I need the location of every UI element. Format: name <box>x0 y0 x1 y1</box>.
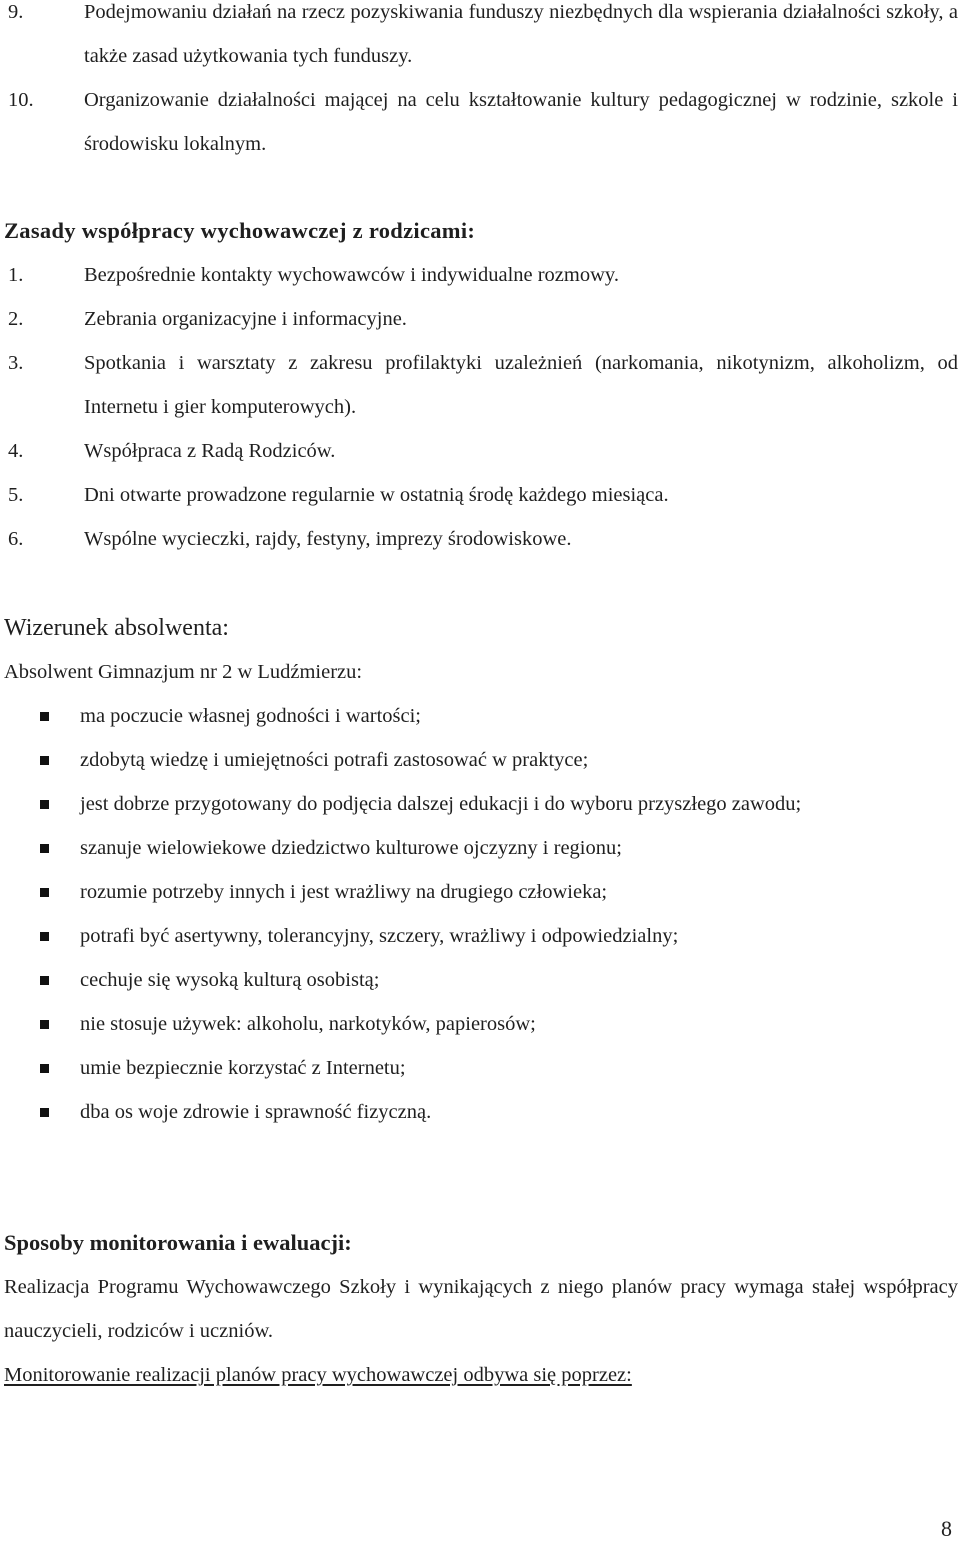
bullet-text: umie bezpiecznie korzystać z Internetu; <box>80 1057 406 1079</box>
cooperation-section <box>0 209 960 561</box>
bullet-item <box>0 870 960 914</box>
bullet-text: zdobytą wiedzę i umiejętności potrafi zastosować w praktyce; <box>80 749 589 771</box>
list-number: 4. <box>8 440 24 462</box>
graduate-section <box>0 606 960 1134</box>
list-item <box>0 473 960 517</box>
bullet-item <box>0 694 960 738</box>
bullet-text: cechuje się wysoką kulturą osobistą; <box>80 969 380 991</box>
list-item <box>0 341 960 429</box>
list-number: 10. <box>8 89 34 111</box>
section-heading: Wizerunek absolwenta: <box>4 615 229 641</box>
square-bullet-icon <box>40 976 49 985</box>
bullet-item <box>0 1046 960 1090</box>
square-bullet-icon <box>40 844 49 853</box>
section-heading: Sposoby monitorowania i ewaluacji: <box>4 1230 352 1255</box>
list-text: Spotkania i warsztaty z zakresu profilaktyki uzależnień (narkomania, nikotynizm, alkoholizm, od Internetu i gier komputerowych). <box>84 352 958 418</box>
list-item <box>0 429 960 473</box>
list-number: 5. <box>8 484 24 506</box>
top-list <box>0 0 960 166</box>
square-bullet-icon <box>40 1020 49 1029</box>
square-bullet-icon <box>40 756 49 765</box>
square-bullet-icon <box>40 1064 49 1073</box>
list-item <box>0 517 960 561</box>
section-heading: Zasady współpracy wychowawczej z rodzicami: <box>4 218 476 243</box>
paragraph: Realizacja Programu Wychowawczego Szkoły i wynikających z niego planów pracy wymaga stałej współpracy nauczycieli, rodziców i uczniów. <box>4 1276 958 1342</box>
list-item <box>0 0 960 78</box>
bullet-item <box>0 958 960 1002</box>
list-text: Zebrania organizacyjne i informacyjne. <box>84 308 407 330</box>
list-text: Współpraca z Radą Rodziców. <box>84 440 336 462</box>
list-number: 9. <box>8 1 24 23</box>
bullet-item <box>0 782 960 826</box>
bullet-text: jest dobrze przygotowany do podjęcia dalszej edukacji i do wyboru przyszłego zawodu; <box>80 793 802 815</box>
list-text: Bezpośrednie kontakty wychowawców i indywidualne rozmowy. <box>84 264 619 286</box>
list-text: Wspólne wycieczki, rajdy, festyny, imprezy środowiskowe. <box>84 528 572 550</box>
bullet-item <box>0 738 960 782</box>
monitoring-section <box>0 1221 960 1397</box>
square-bullet-icon <box>40 1108 49 1117</box>
underlined-paragraph <box>0 1353 960 1397</box>
list-text: Organizowanie działalności mającej na celu kształtowanie kultury pedagogicznej w rodzinie, szkole i środowisku lokalnym. <box>84 89 958 155</box>
square-bullet-icon <box>40 888 49 897</box>
list-item <box>0 78 960 166</box>
list-number: 6. <box>8 528 24 550</box>
bullet-text: rozumie potrzeby innych i jest wrażliwy na drugiego człowieka; <box>80 881 608 903</box>
list-number: 3. <box>8 352 24 374</box>
list-text: Podejmowaniu działań na rzecz pozyskiwania funduszy niezbędnych dla wspierania działalności szkoły, a także zasad użytkowania tych funduszy. <box>84 1 958 67</box>
square-bullet-icon <box>40 932 49 941</box>
list-number: 2. <box>8 308 24 330</box>
bullet-text: szanuje wielowiekowe dziedzictwo kulturowe ojczyzny i regionu; <box>80 837 622 859</box>
list-text: Dni otwarte prowadzone regularnie w ostatnią środę każdego miesiąca. <box>84 484 669 506</box>
bullet-item <box>0 826 960 870</box>
bullet-text: potrafi być asertywny, tolerancyjny, szczery, wrażliwy i odpowiedzialny; <box>80 925 679 947</box>
square-bullet-icon <box>40 800 49 809</box>
bullet-text: nie stosuje używek: alkoholu, narkotyków, papierosów; <box>80 1013 536 1035</box>
list-item <box>0 297 960 341</box>
page-number: 8 <box>941 1516 952 1541</box>
square-bullet-icon <box>40 712 49 721</box>
bullet-text: ma poczucie własnej godności i wartości; <box>80 705 421 727</box>
underlined-text: Monitorowanie realizacji planów pracy wychowawczej odbywa się poprzez: <box>4 1364 632 1386</box>
bullet-item <box>0 914 960 958</box>
bullet-text: dba os woje zdrowie i sprawność fizyczną. <box>80 1101 432 1123</box>
list-number: 1. <box>8 264 24 286</box>
bullet-item <box>0 1090 960 1134</box>
intro-text: Absolwent Gimnazjum nr 2 w Ludźmierzu: <box>4 661 363 683</box>
bullet-item <box>0 1002 960 1046</box>
list-item <box>0 253 960 297</box>
